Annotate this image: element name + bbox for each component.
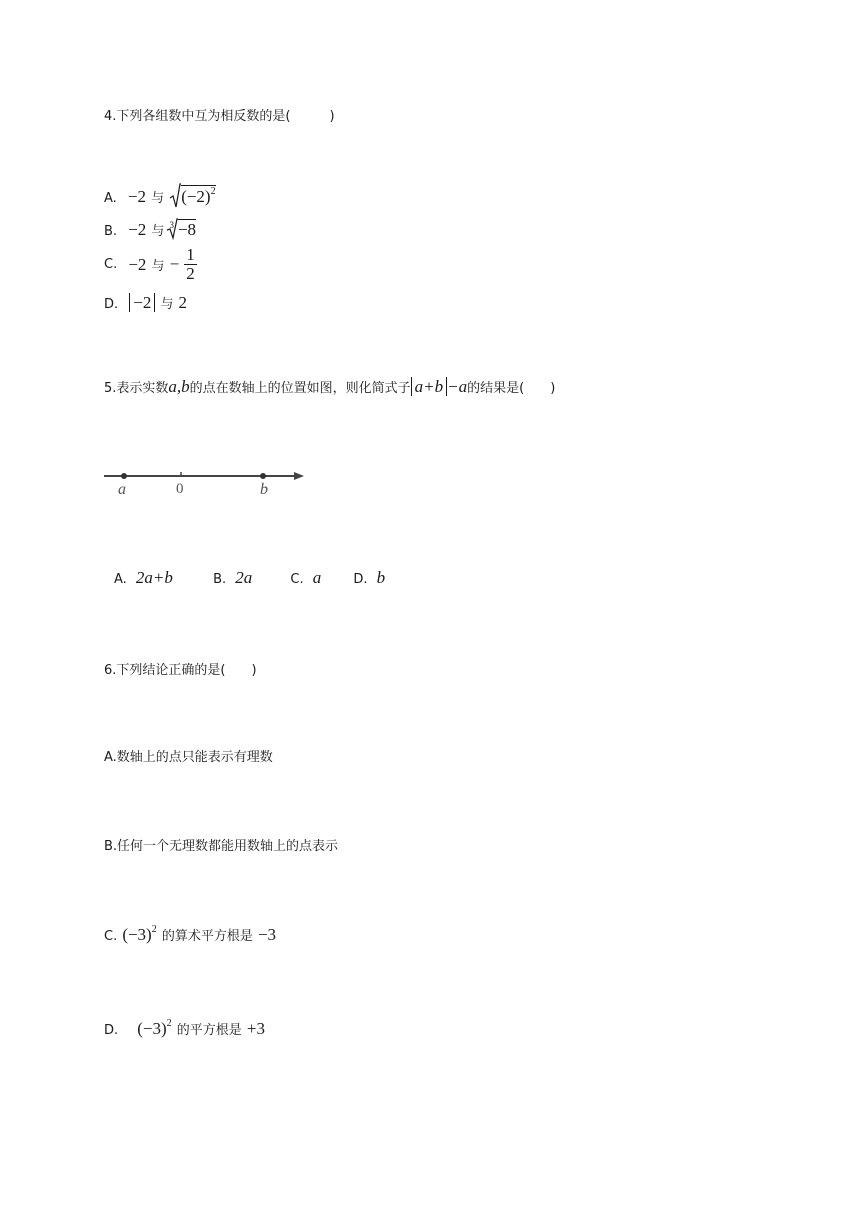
q4-option-d-connector: 与 (160, 297, 174, 312)
q4-option-a-connector: 与 (151, 191, 165, 206)
q5-vars: a,b (168, 377, 190, 396)
q4-option-b-index: 3 (169, 220, 174, 230)
q6-option-d-exp: 2 (166, 1018, 172, 1029)
number-line-figure (100, 465, 310, 505)
q4-option-b-lhs: −2 (128, 220, 147, 239)
q6-option-d-value: +3 (246, 1019, 265, 1038)
q4-option-c-connector: 与 (151, 259, 165, 274)
q6-option-d-text: 的平方根是 (176, 1023, 242, 1038)
q4-option-d-label: D. (104, 297, 119, 312)
q6-option-c-text: 的算术平方根是 (161, 929, 253, 944)
point-b (260, 473, 266, 479)
q6-option-d-label: D. (104, 1023, 119, 1038)
q5-option-b-value: 2a (235, 568, 253, 587)
q4-option-a (104, 183, 216, 209)
radical-sign-icon (166, 218, 178, 240)
q5-option-b-label: B. (213, 572, 227, 587)
radical-sign-icon (169, 183, 181, 209)
q4-option-a-lhs: −2 (127, 187, 146, 206)
q5-options (114, 568, 385, 588)
q5-option-c-label: C. (290, 572, 304, 587)
q4-option-c-label: C. (104, 257, 118, 272)
label-zero: 0 (176, 481, 184, 497)
q5-option-d-value: b (376, 568, 386, 587)
q4-option-c-lhs: −2 (128, 254, 147, 274)
q4-option-b-label: B. (104, 224, 118, 239)
q6-stem: 6.下列结论正确的是( ) (104, 663, 257, 678)
cube-root-symbol (169, 218, 196, 240)
fraction-numerator: 1 (186, 245, 195, 264)
q4-option-b-rhs: −8 (177, 220, 197, 239)
q4-option-d (104, 293, 187, 313)
q4-option-a-rhs: (−2) (181, 187, 211, 206)
q4-option-d-lhs: −2 (129, 293, 155, 312)
q6-option-c-value: −3 (257, 925, 277, 944)
q5-option-c-value: a (312, 568, 322, 587)
q4-option-b-connector: 与 (151, 224, 165, 239)
q5-minus-part: −a (447, 377, 468, 396)
q4-option-c-sign: − (169, 254, 180, 274)
q4-option-b (104, 218, 196, 240)
q6-option-a: A.数轴上的点只能表示有理数 (104, 750, 273, 765)
q5-option-d-label: D. (353, 572, 368, 587)
q6-option-d (104, 1018, 265, 1039)
q6-option-b: B.任何一个无理数都能用数轴上的点表示 (104, 839, 339, 854)
label-b: b (260, 481, 268, 498)
q4-stem: 4.下列各组数中互为相反数的是( ) (104, 109, 335, 124)
fraction-denominator: 2 (186, 264, 195, 283)
sqrt-symbol (169, 183, 215, 209)
q5-option-a-label: A. (114, 572, 127, 587)
q4-option-c (104, 246, 197, 283)
arrow-head-icon (294, 472, 304, 480)
q4-option-a-exp: 2 (210, 186, 216, 197)
q6-option-c-exp: 2 (151, 924, 157, 935)
q5-number-line (100, 465, 310, 509)
q6-option-c-label: C. (104, 929, 118, 944)
fraction (184, 246, 197, 283)
q4-option-a-label: A. (104, 191, 117, 206)
q5-stem-post: 的结果是( ) (467, 381, 556, 396)
q5-stem-pre: 5.表示实数 (104, 381, 169, 396)
q4-option-d-rhs: 2 (178, 293, 188, 312)
q6-option-c (104, 924, 276, 945)
q5-stem (104, 377, 555, 397)
q5-abs-expr: a+b (411, 377, 447, 396)
q6-option-d-base: (−3) (137, 1019, 167, 1038)
q5-stem-mid: 的点在数轴上的位置如图，则化简式子 (189, 381, 411, 396)
q6-option-c-base: (−3) (122, 925, 152, 944)
q5-option-a-value: 2a+b (135, 568, 173, 587)
label-a: a (118, 481, 126, 498)
point-a (121, 473, 127, 479)
